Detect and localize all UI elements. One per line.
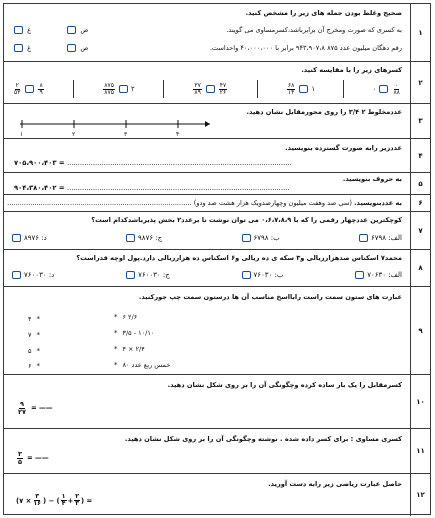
option-d[interactable]: د: ۷۶۰۰۳۰ (12, 271, 54, 279)
match-right-item[interactable]: خمس ربع عدد ۸۰ * (114, 361, 171, 369)
answer-blank[interactable]: ........................................................................................ (7, 199, 192, 207)
question-number: ۱۰ (410, 375, 430, 428)
false-label: غ (27, 44, 32, 52)
compare-box[interactable] (299, 85, 308, 93)
compare-pair: ۶۸ ۱۴ ۱ (287, 81, 316, 96)
question-number: ۶ (410, 195, 430, 211)
match-left-item[interactable]: ۶ * (28, 362, 40, 370)
match-right-item[interactable]: * ۶ ۲/۶ (114, 313, 138, 321)
true-checkbox[interactable] (67, 26, 76, 34)
compare-pair: ۳۷ ۸۹ ۴۷ ۲۶ (194, 81, 227, 96)
option-d[interactable]: د: ۸۹۷۶ (12, 234, 47, 242)
compare-pair: ۸۷۵ ۸۷۵ ۲ (104, 81, 135, 96)
question-instruction: عددمخلوط ۲ ۳/۴ را روی محورمقابل نشان دهید. (246, 108, 402, 116)
tick-label: ۲ (72, 131, 76, 138)
compare-box[interactable] (206, 85, 215, 93)
match-left-item[interactable]: ۷ * (28, 331, 40, 339)
compare-pair: ۰ ۰ ۸۸ (372, 81, 400, 96)
question-instruction: عبارت های ستون سمت راست رابااسخ مناسب آن ها درستون سمت چپ جورکنید. (138, 293, 402, 301)
question-6 (4, 195, 430, 212)
true-label: ص (80, 44, 89, 52)
match-dot-icon: * (114, 361, 118, 369)
question-2 (4, 62, 430, 104)
question-number: ۱۲ (410, 474, 430, 516)
compare-value: ۲ (130, 85, 135, 93)
fraction-expression[interactable]: ۹ ۲۷ = —— (18, 400, 53, 416)
compare-box[interactable] (25, 85, 34, 93)
false-checkbox[interactable] (14, 26, 23, 34)
match-left-item[interactable]: ۵ * (28, 347, 40, 355)
tf-item-1 (12, 26, 402, 34)
option-a[interactable]: الف: ۶۷۹۸ (359, 234, 402, 242)
question-number: ۹ (410, 287, 430, 374)
match-dot-icon: * (114, 345, 118, 353)
question-number: ۴ (410, 139, 430, 172)
match-dot-icon: * (114, 329, 118, 337)
question-number: ۱۱ (410, 429, 430, 473)
question-instruction: کسرهای زیر را با مقایسه کنید. (301, 66, 402, 74)
tf-statement: رقم دهگان میلیون عدد ۸۷۵ ۹۴۳،۹۰۷،۸ برابر با ۴۰،۰۰۰،۰۰۰ واحداست. (209, 44, 402, 52)
match-dot-icon: * (36, 331, 40, 339)
options-row (12, 271, 402, 279)
options-row (12, 234, 402, 242)
number-words: (سی صد وهفت میلیون وچهارصدویک هزار هشت صد ودو) (193, 199, 352, 207)
question-10 (4, 375, 430, 429)
tf-statement: به کسری که صورت ومخرج آن برابرباشد،کسرمساوی می گویند. (226, 26, 402, 34)
tick-label: ۳ (124, 131, 128, 138)
question-12 (4, 474, 430, 516)
question-1 (4, 4, 430, 62)
question-number: ۱ (410, 4, 430, 61)
question-instruction: صحیح وغلط بودن جمله های زیر را مشخص کنید. (245, 9, 402, 17)
compare-value: ۱ (311, 85, 316, 93)
question-instruction: کسری مساوی : برای کسر داده شده . نوشته وچگونگی آن را بر روی شکل نشان دهید. (124, 435, 402, 443)
match-left-item[interactable]: ۴ * (28, 315, 40, 323)
question-instruction: حاصل عبارت ریاضی زیر رابه دست آورید. (268, 480, 402, 488)
question-instruction: کسرمقابل را یک بار ساده کرده وچگونگی آن را بر روی شکل نشان دهید. (167, 381, 402, 389)
question-9 (4, 287, 430, 375)
math-expression[interactable]: (۷ × ۳ ۱۶ ) − ( ۱ ۴ + ۲ ۳ ) = (16, 493, 93, 508)
question-instruction: به حروف بنویسید. (342, 175, 402, 183)
false-checkbox[interactable] (14, 44, 23, 52)
match-right-item[interactable]: * ۳/۵ - ۱۰/۱۰ (114, 329, 155, 337)
compare-pair: ۲ ۵۳ ۸ ۹ (14, 81, 43, 96)
option-a[interactable]: الف: ۷۰۶۳۰ (355, 271, 402, 279)
match-right-item[interactable]: * ۴ × ۲/۴ (114, 345, 145, 353)
compare-value: ۰ (372, 85, 377, 93)
question-11 (4, 429, 430, 474)
question-instruction: محمد۷ اسکناس صدهزارریالی و۳ سکه ی ده ریالی و۶ اسکناس ده هزارریالی دارد.پول اوچه قدراست؟ (76, 254, 402, 262)
question-number: ۵ (410, 173, 430, 194)
compare-box[interactable] (379, 85, 388, 93)
question-number: ۷ (410, 212, 430, 249)
question-instruction: کوچکترین عددچهار رقمی را که با ۰،۶،۷،۸،۹ می توان نوشت تا برعدد۲ بخش پذیرباشدکدام است؟ (91, 216, 402, 224)
match-dot-icon: * (36, 315, 40, 323)
question-3 (4, 104, 430, 139)
match-dot-icon: * (114, 313, 118, 321)
false-label: غ (27, 26, 32, 34)
tf-item-2 (12, 44, 402, 52)
exam-sheet (3, 3, 431, 515)
option-b[interactable]: ب: ۷۶۰۳۰ (242, 271, 284, 279)
question-instruction: به عددبنویسید. (354, 199, 402, 207)
match-dot-icon: * (36, 347, 40, 355)
compare-box[interactable] (119, 85, 128, 93)
question-line (7, 199, 402, 207)
tick-label: ۴ (176, 131, 180, 138)
question-7 (4, 212, 430, 250)
answer-line[interactable]: ۹۰۴،۳۸۰،۴۰۲ = ....................................................................................................... (14, 184, 290, 192)
question-instruction: عددزیر رابه صورت گسترده بنویسید. (285, 144, 402, 152)
true-checkbox[interactable] (67, 44, 76, 52)
option-b[interactable]: ب: ۶۷۹۸ (242, 234, 280, 242)
answer-line[interactable]: ۷۰۵،۹۰۰،۴۰۳ = ........................................................................................................ (14, 159, 292, 167)
question-8 (4, 250, 430, 287)
question-number: ۸ (410, 250, 430, 286)
option-c[interactable]: ج: ۷۶۰۰۳۰ (126, 271, 170, 279)
question-number: ۲ (410, 62, 430, 103)
true-label: ص (80, 26, 89, 34)
question-number: ۳ (410, 104, 430, 138)
match-dot-icon: * (36, 362, 40, 370)
question-4 (4, 139, 430, 173)
comparison-row (12, 78, 402, 100)
number-line[interactable] (14, 118, 214, 138)
tick-label: ۱ (20, 131, 24, 138)
option-c[interactable]: ج: ۹۸۷۶ (126, 234, 162, 242)
question-5 (4, 173, 430, 195)
fraction-expression[interactable]: ۳ ۵ = —— (18, 450, 49, 466)
